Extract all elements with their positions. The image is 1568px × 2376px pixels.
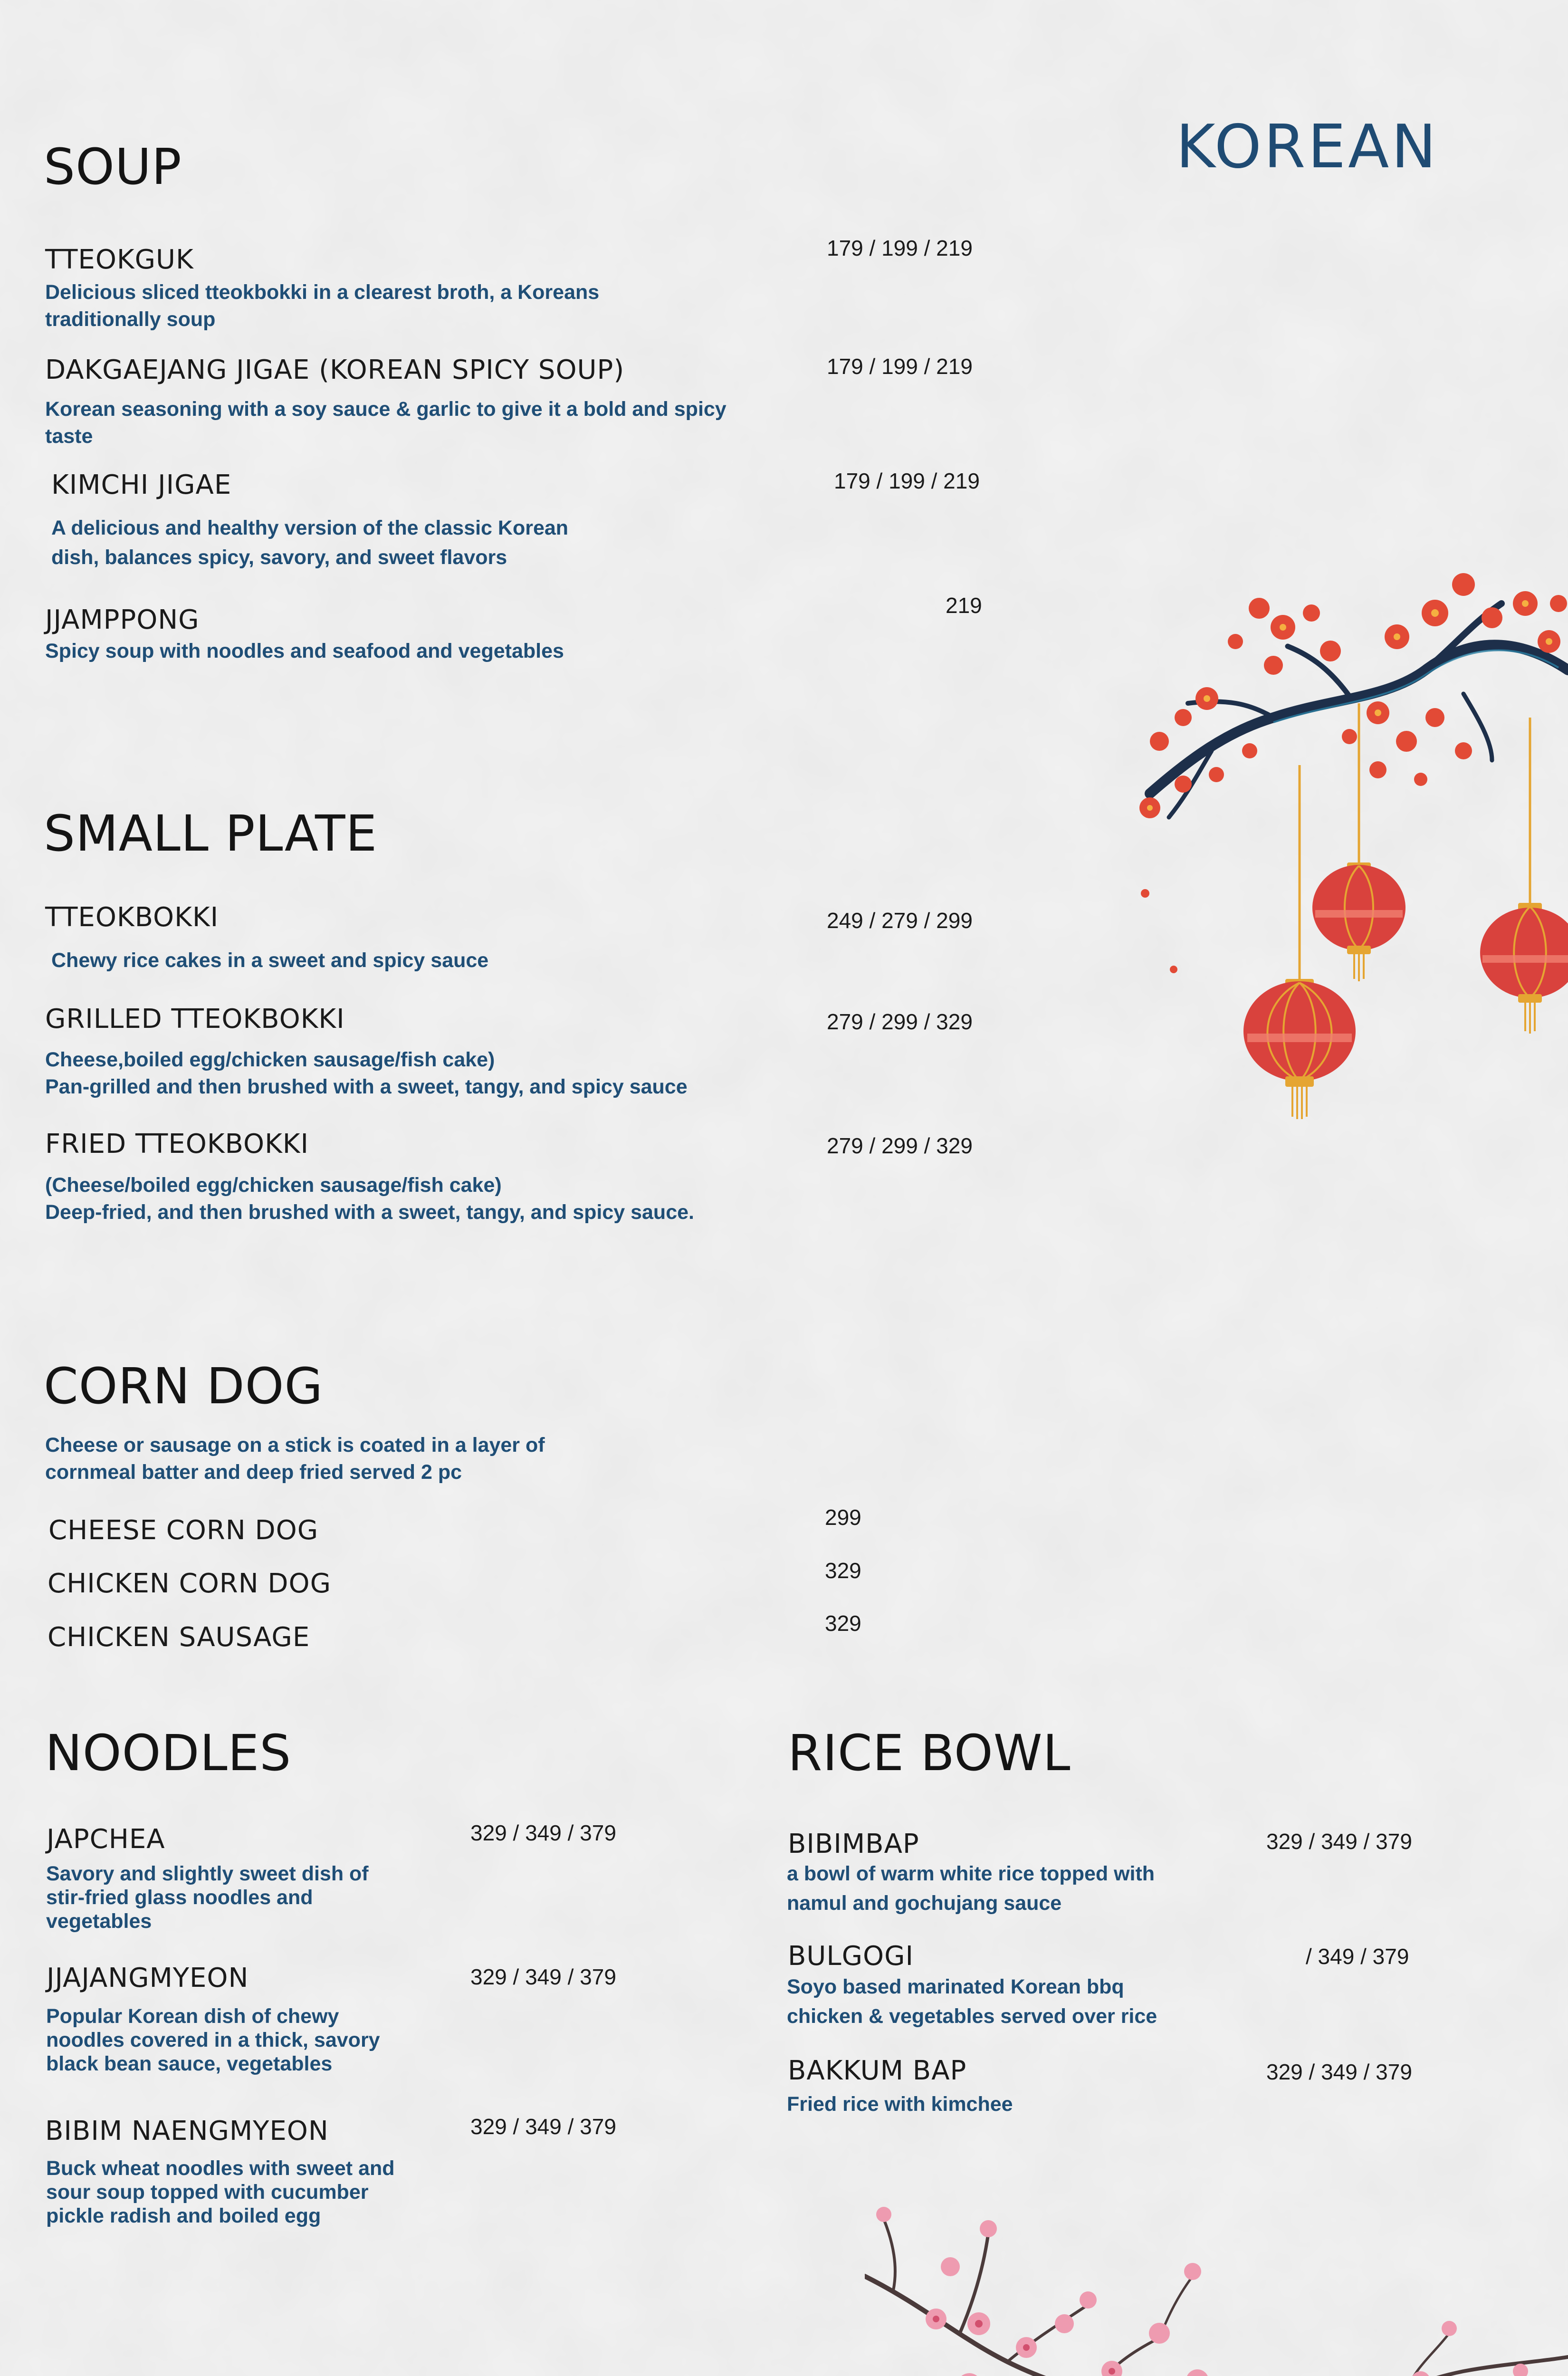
item-price: 329: [825, 1558, 861, 1583]
item-name: CHICKEN CORN DOG: [48, 1568, 331, 1599]
item-price: 299: [825, 1505, 861, 1530]
item-name: BULGOGI: [788, 1941, 914, 1972]
item-name: JJAJANGMYEON: [47, 1963, 249, 1993]
cherry-blossom-branch-icon: [865, 2181, 1568, 2376]
item-name: GRILLED TTEOKBOKKI: [45, 1004, 345, 1035]
item-description: (Cheese/boiled egg/chicken sausage/fish cake) Deep-fried, and then brushed with a sweet, tangy, and spicy sauce.: [45, 1174, 694, 1224]
item-description: Soyo based marinated Korean bbq chicken & vegetables served over rice: [787, 1975, 1157, 2028]
item-name: FRIED TTEOKBOKKI: [45, 1129, 309, 1159]
item-price: 329: [825, 1611, 861, 1636]
section-title-small-plate: SMALL PLATE: [44, 805, 378, 862]
item-description: Fried rice with kimchee: [787, 2093, 1013, 2116]
item-name: KIMCHI JIGAE: [51, 469, 232, 500]
item-price: 329 / 349 / 379: [470, 1820, 616, 1845]
section-title-rice-bowl: RICE BOWL: [788, 1724, 1071, 1782]
item-name: CHEESE CORN DOG: [48, 1515, 319, 1546]
item-price: 179 / 199 / 219: [827, 354, 973, 379]
plum-blossom-branch-icon: [1131, 561, 1568, 1159]
item-description: Cheese,boiled egg/chicken sausage/fish cake) Pan-grilled and then brushed with a sweet, tangy, and spicy sauce: [45, 1048, 688, 1098]
menu-brand-title: KOREAN: [1176, 112, 1439, 182]
section-description: Cheese or sausage on a stick is coated in a layer of cornmeal batter and deep fried served 2 pc: [45, 1434, 545, 1484]
section-title-corn-dog: CORN DOG: [44, 1357, 324, 1415]
section-title-soup: SOUP: [44, 138, 182, 196]
item-description: A delicious and healthy version of the classic Korean dish, balances spicy, savory, and sweet flavors: [51, 517, 569, 569]
item-name: DAKGAEJANG JIGAE (KOREAN SPICY SOUP): [45, 354, 625, 385]
item-description: Spicy soup with noodles and seafood and vegetables: [45, 640, 564, 662]
item-price: 329 / 349 / 379: [1266, 2060, 1412, 2084]
item-price: 329 / 349 / 379: [470, 1964, 616, 1989]
item-price: 329 / 349 / 379: [470, 2114, 616, 2139]
item-price: 179 / 199 / 219: [827, 236, 973, 260]
item-description: Popular Korean dish of chewy noodles covered in a thick, savory black bean sauce, vegetables: [46, 2005, 380, 2075]
item-name: TTEOKBOKKI: [45, 902, 219, 933]
item-price: / 349 / 379: [1306, 1944, 1409, 1969]
section-title-noodles: NOODLES: [45, 1724, 292, 1782]
item-description: a bowl of warm white rice topped with namul and gochujang sauce: [787, 1862, 1155, 1915]
item-name: JJAMPPONG: [45, 604, 200, 635]
item-description: Korean seasoning with a soy sauce & garlic to give it a bold and spicy taste: [45, 398, 727, 448]
item-name: BIBIMBAP: [788, 1829, 919, 1859]
item-price: 249 / 279 / 299: [827, 908, 973, 933]
item-description: Buck wheat noodles with sweet and sour soup topped with cucumber pickle radish and boiled egg: [46, 2157, 395, 2227]
item-price: 219: [946, 593, 982, 618]
item-price: 279 / 299 / 329: [827, 1009, 973, 1034]
item-name: CHICKEN SAUSAGE: [48, 1622, 310, 1653]
item-price: 329 / 349 / 379: [1266, 1829, 1412, 1854]
item-price: 179 / 199 / 219: [834, 469, 980, 493]
item-name: JAPCHEA: [47, 1824, 165, 1855]
item-price: 279 / 299 / 329: [827, 1133, 973, 1158]
item-name: TTEOKGUK: [45, 244, 194, 275]
item-name: BAKKUM BAP: [788, 2055, 967, 2086]
item-description: Delicious sliced tteokbokki in a clearest broth, a Koreans traditionally soup: [45, 281, 600, 331]
item-description: Chewy rice cakes in a sweet and spicy sauce: [51, 949, 489, 972]
item-description: Savory and slightly sweet dish of stir-fried glass noodles and vegetables: [46, 1862, 369, 1933]
item-name: BIBIM NAENGMYEON: [45, 2116, 329, 2146]
